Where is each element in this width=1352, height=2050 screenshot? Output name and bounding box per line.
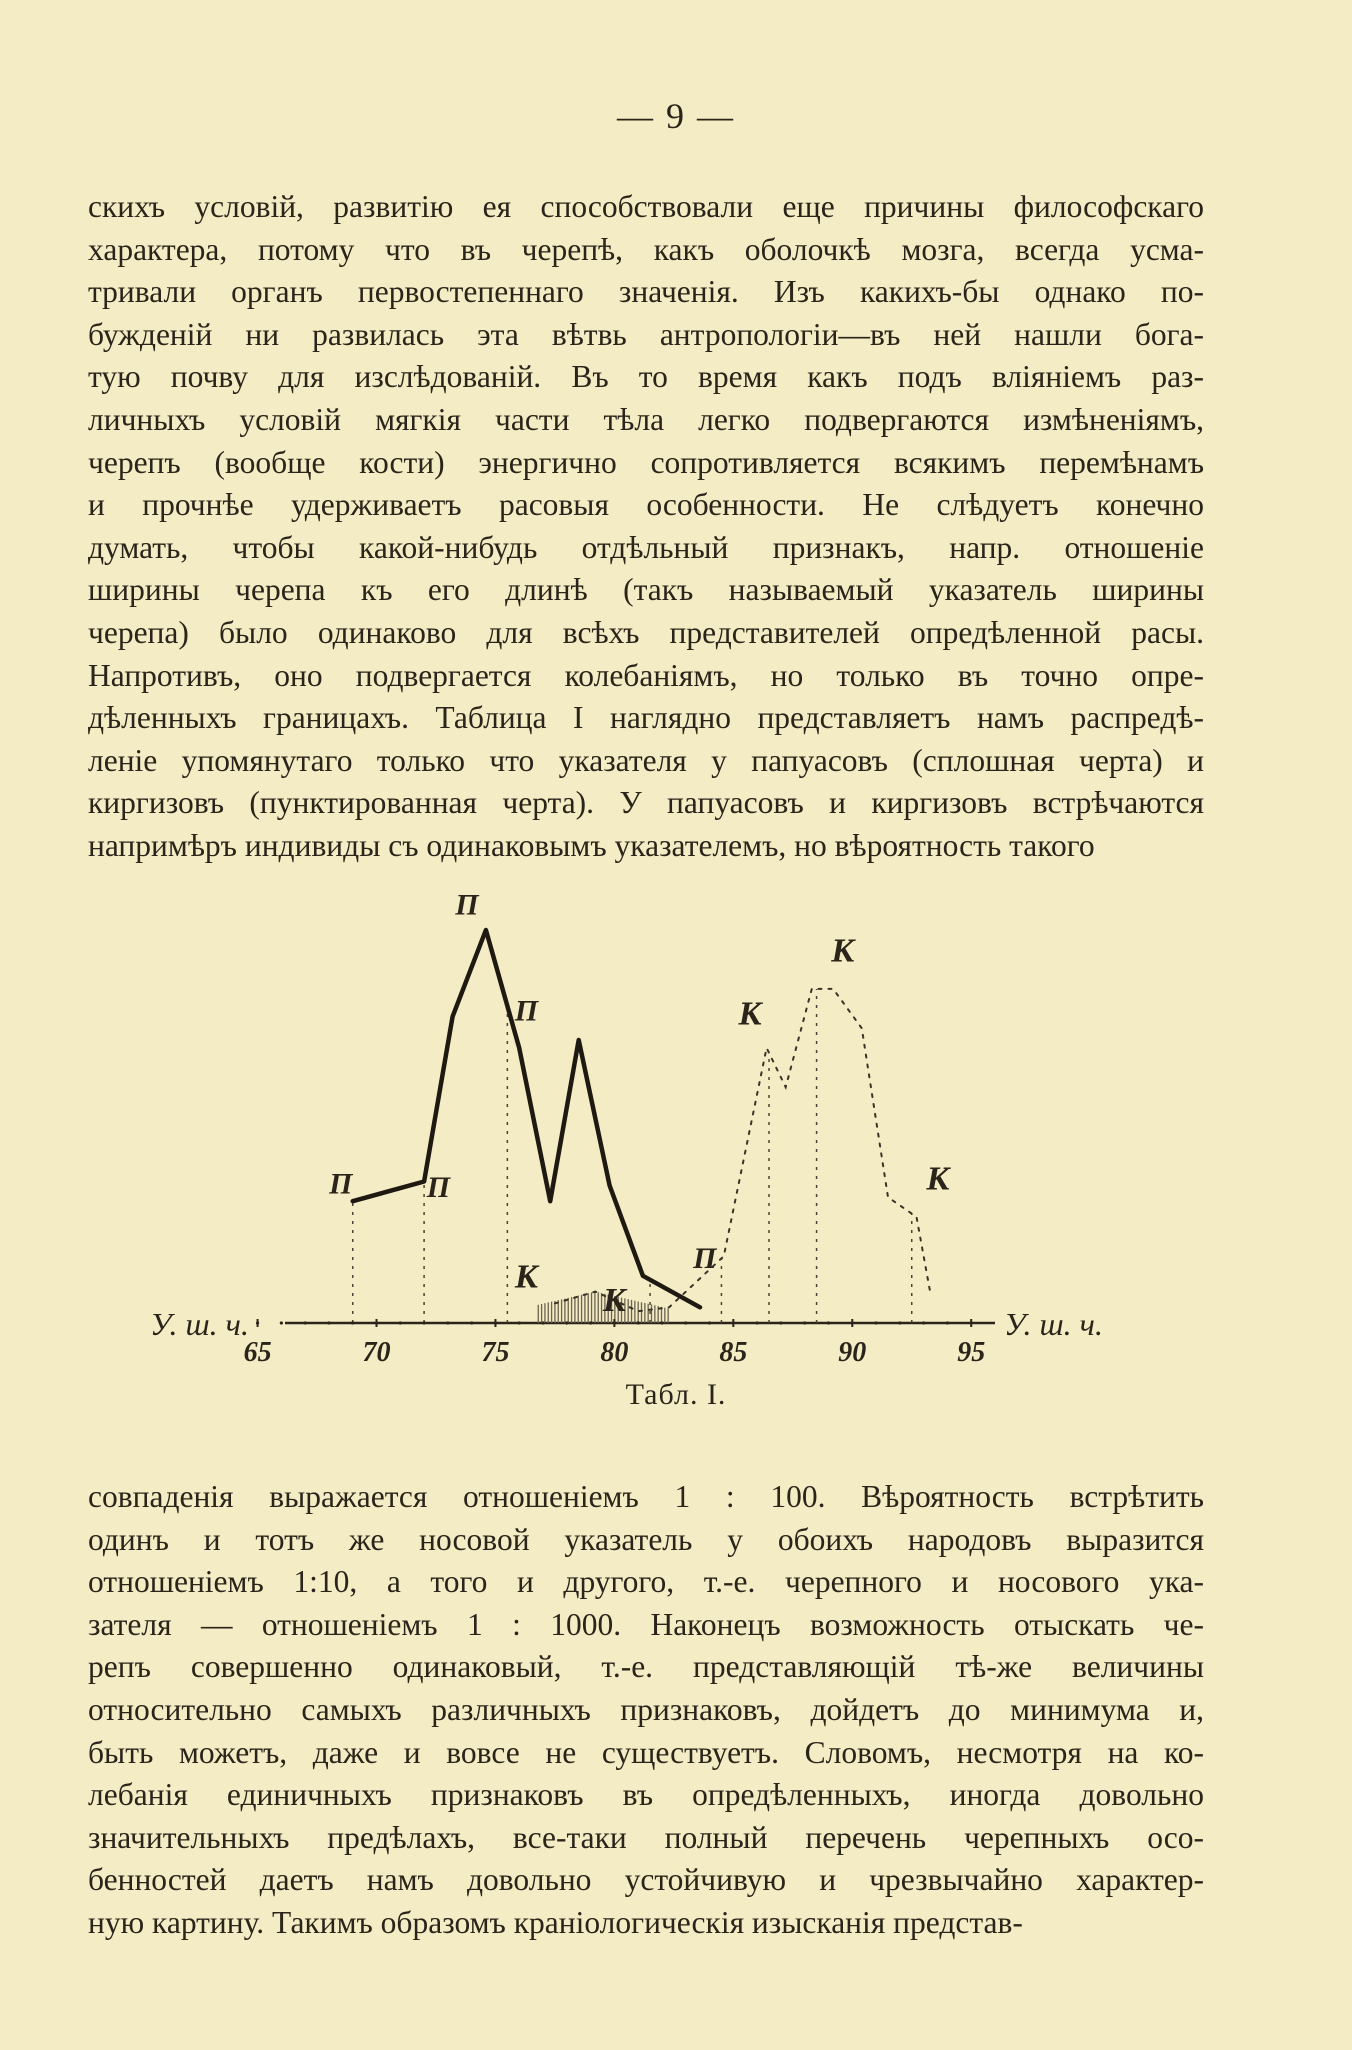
x-minor-tick bbox=[779, 1321, 782, 1324]
text-line: зателя — отношеніемъ 1 : 1000. Наконецъ возможность отыскать че- bbox=[88, 1606, 1204, 1642]
series-label: П bbox=[329, 1167, 353, 1201]
x-tick-label: 70 bbox=[362, 1337, 391, 1368]
x-minor-tick bbox=[970, 1321, 973, 1324]
x-minor-tick bbox=[518, 1321, 521, 1324]
x-minor-tick bbox=[874, 1321, 877, 1324]
x-tick-label: 75 bbox=[481, 1337, 510, 1368]
text-line: отношеніемъ 1:10, а того и другого, т.-е. черепного и носового ука- bbox=[88, 1564, 1204, 1600]
text-line: Напротивъ, оно подвергается колебаніямъ, но только въ точно опре- bbox=[88, 657, 1204, 693]
x-minor-tick bbox=[589, 1321, 592, 1324]
text-line: бужденій ни развилась эта вѣтвь антропологіи—въ ней нашли бога- bbox=[88, 316, 1204, 352]
papuan-series-line bbox=[353, 930, 700, 1307]
text-line: киргизовъ (пунктированная черта). У папуасовъ и киргизовъ встрѣчаются bbox=[88, 785, 1204, 821]
text-line: характера, потому что въ черепѣ, какъ оболочкѣ мозга, всегда усма- bbox=[88, 231, 1204, 267]
x-minor-tick bbox=[399, 1321, 402, 1324]
body-text-bottom bbox=[88, 1476, 1204, 1945]
x-minor-tick bbox=[494, 1321, 497, 1324]
series-label: К bbox=[602, 1282, 626, 1320]
x-axis-label-right: У. ш. ч. bbox=[1004, 1306, 1103, 1342]
x-tick-label: 65 bbox=[243, 1337, 272, 1368]
text-line: совпаденія выражается отношеніемъ 1 : 100. Вѣроятность встрѣтить bbox=[88, 1479, 1204, 1514]
series-label: К bbox=[738, 995, 762, 1033]
x-tick-label: 95 bbox=[957, 1337, 986, 1368]
x-minor-tick bbox=[375, 1321, 378, 1324]
text-line: бенностей даетъ намъ довольно устойчивую и чрезвычайно характер- bbox=[88, 1862, 1204, 1898]
x-minor-tick bbox=[351, 1321, 354, 1324]
x-minor-tick bbox=[637, 1321, 640, 1324]
text-line: одинъ и тотъ же носовой указатель у обоихъ народовъ выразится bbox=[88, 1521, 1204, 1557]
distribution-chart bbox=[0, 880, 1352, 1440]
x-minor-tick bbox=[446, 1321, 449, 1324]
text-line: репъ совершенно одинаковый, т.-е. представляющій тѣ-же величины bbox=[88, 1649, 1204, 1685]
series-label: П bbox=[514, 994, 539, 1028]
series-label: К bbox=[926, 1160, 950, 1198]
x-minor-tick bbox=[422, 1321, 425, 1324]
x-minor-tick bbox=[708, 1321, 711, 1324]
series-label: П bbox=[693, 1241, 717, 1275]
text-line: ную картину. Такимъ образомъ краніологическія изысканія представ- bbox=[88, 1904, 1023, 1940]
series-label: К bbox=[831, 932, 855, 970]
x-minor-tick bbox=[541, 1321, 544, 1324]
x-minor-tick bbox=[684, 1321, 687, 1324]
x-minor-tick bbox=[256, 1321, 259, 1324]
text-line: черепъ (вообще кости) энергично сопротивляется всякимъ перемѣнамъ bbox=[88, 444, 1204, 480]
series-label: К bbox=[514, 1258, 538, 1296]
x-tick-label: 85 bbox=[719, 1337, 748, 1368]
x-tick-label: 90 bbox=[838, 1337, 867, 1368]
text-line: тривали органъ первостепеннаго значенія. Изъ какихъ-бы однако по- bbox=[88, 274, 1204, 310]
page-number: — 9 — bbox=[617, 96, 735, 136]
x-minor-tick bbox=[946, 1321, 949, 1324]
text-line: относительно самыхъ различныхъ признаковъ, дойдетъ до минимума и, bbox=[88, 1691, 1204, 1727]
text-line: ширины черепа къ его длинѣ (такъ называемый указатель ширины bbox=[88, 572, 1204, 608]
x-minor-tick bbox=[922, 1321, 925, 1324]
x-minor-tick bbox=[851, 1321, 854, 1324]
text-line: дѣленныхъ границахъ. Таблица I наглядно представляетъ намъ распредѣ- bbox=[88, 700, 1204, 736]
text-line: значительныхъ предѣлахъ, все-таки полный перечень черепныхъ осо- bbox=[88, 1819, 1204, 1855]
text-line: лебанія единичныхъ признаковъ въ опредѣленныхъ, иногда довольно bbox=[88, 1777, 1204, 1813]
series-label: П bbox=[455, 888, 479, 922]
x-minor-tick bbox=[732, 1321, 735, 1324]
text-line: быть можетъ, даже и вовсе не существуетъ. Словомъ, несмотря на ко- bbox=[88, 1734, 1204, 1770]
x-tick-label: 80 bbox=[600, 1337, 629, 1368]
text-line: леніе упомянутаго только что указателя у папуасовъ (сплошная черта) и bbox=[88, 742, 1204, 778]
text-line: скихъ условій, развитію ея способствовали еще причины философскаго bbox=[88, 189, 1204, 224]
x-minor-tick bbox=[827, 1321, 830, 1324]
body-text-top bbox=[88, 186, 1204, 868]
text-line: личныхъ условій мягкія части тѣла легко подвергаются измѣненіямъ, bbox=[88, 401, 1204, 437]
text-line: напримѣръ индивиды съ одинаковымъ указателемъ, но вѣроятность такого bbox=[88, 827, 1095, 863]
kirghiz-series-line bbox=[555, 989, 931, 1311]
x-minor-tick bbox=[280, 1321, 283, 1324]
x-axis-label-left: У. ш. ч. bbox=[150, 1306, 249, 1342]
text-line: черепа) было одинаково для всѣхъ представителей опредѣленной расы. bbox=[88, 614, 1204, 650]
x-minor-tick bbox=[660, 1321, 663, 1324]
text-line: тую почву для изслѣдованій. Въ то время какъ подъ вліяніемъ раз- bbox=[88, 359, 1204, 395]
text-line: думать, чтобы какой-нибудь отдѣльный признакъ, напр. отношеніе bbox=[88, 529, 1204, 565]
x-minor-tick bbox=[803, 1321, 806, 1324]
x-minor-tick bbox=[565, 1321, 568, 1324]
x-minor-tick bbox=[898, 1321, 901, 1324]
x-minor-tick bbox=[470, 1321, 473, 1324]
series-label: П bbox=[426, 1171, 451, 1205]
text-line: и прочнѣе удерживаетъ расовыя особенности. Не слѣдуетъ конечно bbox=[88, 487, 1204, 523]
table-caption: Табл. I. bbox=[625, 1378, 727, 1411]
x-minor-tick bbox=[304, 1321, 307, 1324]
x-minor-tick bbox=[327, 1321, 330, 1324]
x-minor-tick bbox=[613, 1321, 616, 1324]
x-minor-tick bbox=[756, 1321, 759, 1324]
